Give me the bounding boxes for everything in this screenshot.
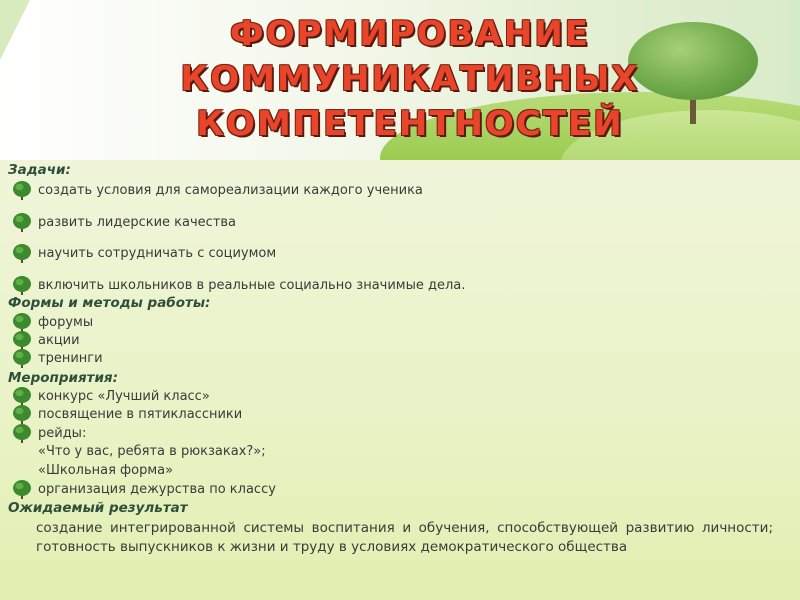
tree-icon (11, 313, 33, 333)
list-item-text: акции (38, 333, 80, 348)
title-line: ФОРМИРОВАНИЕ (229, 14, 590, 54)
title-line: КОМПЕТЕНТНОСТЕЙ (196, 104, 624, 144)
list-item-text: форумы (38, 315, 94, 330)
list-item-text: научить сотрудничать с социумом (38, 246, 277, 261)
section-heading-events: Мероприятия: (8, 370, 118, 386)
section-heading-forms: Формы и методы работы: (8, 295, 211, 311)
list-item-text: создать условия для самореализации каждого ученика (38, 183, 423, 198)
section-heading-result: Ожидаемый результат (8, 500, 188, 516)
list-item-text: развить лидерские качества (38, 215, 237, 230)
list-item-text: конкурс «Лучший класс» (38, 389, 210, 404)
tree-icon (11, 349, 33, 369)
title-line: КОММУНИКАТИВНЫХ (180, 59, 640, 99)
tree-icon (11, 387, 33, 407)
tree-icon (11, 276, 33, 296)
tree-icon (11, 424, 33, 444)
header-banner (0, 0, 800, 160)
raid-line: «Школьная форма» (38, 463, 174, 478)
section-heading-tasks: Задачи: (8, 162, 71, 178)
page-title (120, 12, 700, 147)
tree-icon (11, 480, 33, 500)
list-item-text: организация дежурства по классу (38, 482, 276, 497)
tree-icon (11, 181, 33, 201)
tree-icon (11, 213, 33, 233)
list-item-text: включить школьников в реальные социально значимые дела. (38, 278, 466, 293)
raid-line: «Что у вас, ребята в рюкзаках?»; (38, 444, 266, 459)
list-item-text: рейды: (38, 426, 87, 441)
list-item-text: тренинги (38, 351, 103, 366)
list-item-text: посвящение в пятиклассники (38, 407, 243, 422)
light-streak (0, 0, 30, 60)
tree-icon (11, 331, 33, 351)
result-text: создание интегрированной системы воспитания и обучения, способствующей развитию личности; готовность выпускников к жизни и труду в условиях демократического общества (36, 520, 773, 555)
tree-icon (11, 244, 33, 264)
tree-icon (11, 405, 33, 425)
